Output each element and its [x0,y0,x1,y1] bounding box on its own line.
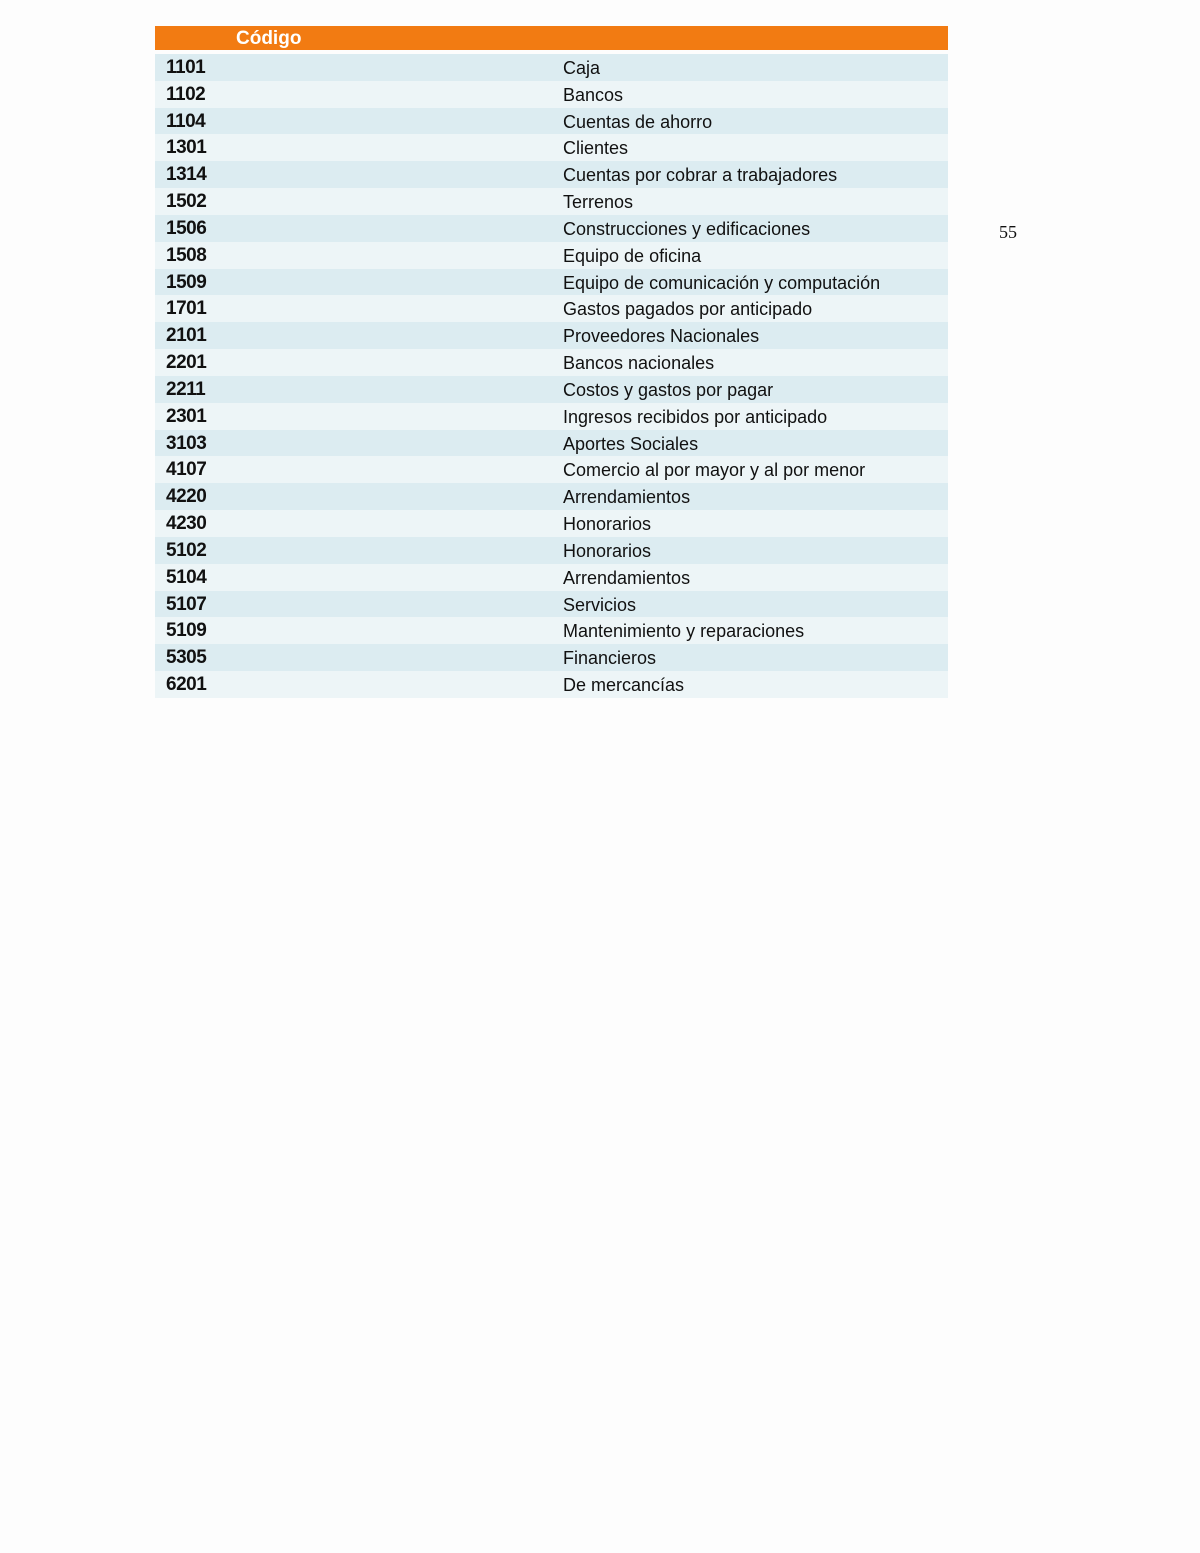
account-code: 1701 [166,298,207,320]
table-row [155,591,948,618]
account-name: Cuentas por cobrar a trabajadores [563,165,838,186]
account-code: 2101 [166,325,207,347]
table-row [155,108,948,135]
table-row [155,161,948,188]
account-code: 1104 [166,110,206,132]
account-name: Arrendamientos [563,487,691,508]
account-name: Equipo de oficina [563,245,702,266]
table-row [155,81,948,108]
table-row [155,617,948,644]
account-code: 5104 [166,566,207,588]
table-row [155,349,948,376]
table-row [155,644,948,671]
table-body [155,54,948,698]
table-row [155,215,948,242]
table-row [155,483,948,510]
account-name: Servicios [563,594,637,615]
table-row [155,188,948,215]
account-code: 1102 [166,83,206,105]
table-row [155,456,948,483]
table-row [155,510,948,537]
page-number: 55 [999,222,1017,242]
account-code: 5109 [166,620,207,642]
account-code: 1506 [166,217,207,239]
table-row [155,269,948,296]
account-code: 2301 [166,405,207,427]
account-code: 6201 [166,674,207,696]
account-code: 1508 [166,244,207,266]
column-header-code: Código [236,28,302,49]
account-name: Honorarios [563,514,652,535]
account-code: 4107 [166,459,207,481]
account-code: 1314 [166,164,207,186]
account-name: Mantenimiento y reparaciones [563,621,805,642]
account-name: Comercio al por mayor y al por menor [563,460,866,481]
account-name: Bancos [563,84,624,105]
account-name: De mercancías [563,675,685,696]
account-code: 5102 [166,539,207,561]
account-name: Bancos nacionales [563,353,715,374]
account-name: Gastos pagados por anticipado [563,299,813,320]
account-code: 2201 [166,352,207,374]
account-name: Financieros [563,648,657,669]
table-row [155,54,948,81]
table-row [155,242,948,269]
account-name: Terrenos [563,192,634,213]
account-code: 1509 [166,271,207,293]
account-name: Aportes Sociales [563,433,699,454]
table-header [155,26,948,50]
table-row [155,564,948,591]
account-name: Caja [563,58,601,78]
account-name: Honorarios [563,540,652,561]
table-row [155,403,948,430]
table-row [155,376,948,403]
account-code: 4230 [166,513,207,535]
account-code: 4220 [166,486,207,508]
account-code: 1502 [166,191,207,213]
account-name: Clientes [563,138,629,159]
table-row [155,671,948,698]
table-row [155,295,948,322]
table-row [155,430,948,457]
account-name: Cuentas de ahorro [563,111,713,132]
account-name: Ingresos recibidos por anticipado [563,406,828,427]
account-code: 1101 [166,57,206,78]
accounts-table [155,26,948,698]
table-row [155,322,948,349]
account-code: 5305 [166,647,207,669]
account-name: Construcciones y edificaciones [563,218,811,239]
account-code: 5107 [166,593,207,615]
table-row [155,537,948,564]
account-code: 2211 [166,378,206,400]
table-row [155,134,948,161]
account-name: Arrendamientos [563,567,691,588]
account-name: Proveedores Nacionales [563,326,760,347]
account-code: 3103 [166,432,207,454]
account-name: Costos y gastos por pagar [563,379,774,400]
account-code: 1301 [166,137,207,159]
account-name: Equipo de comunicación y computación [563,272,881,293]
